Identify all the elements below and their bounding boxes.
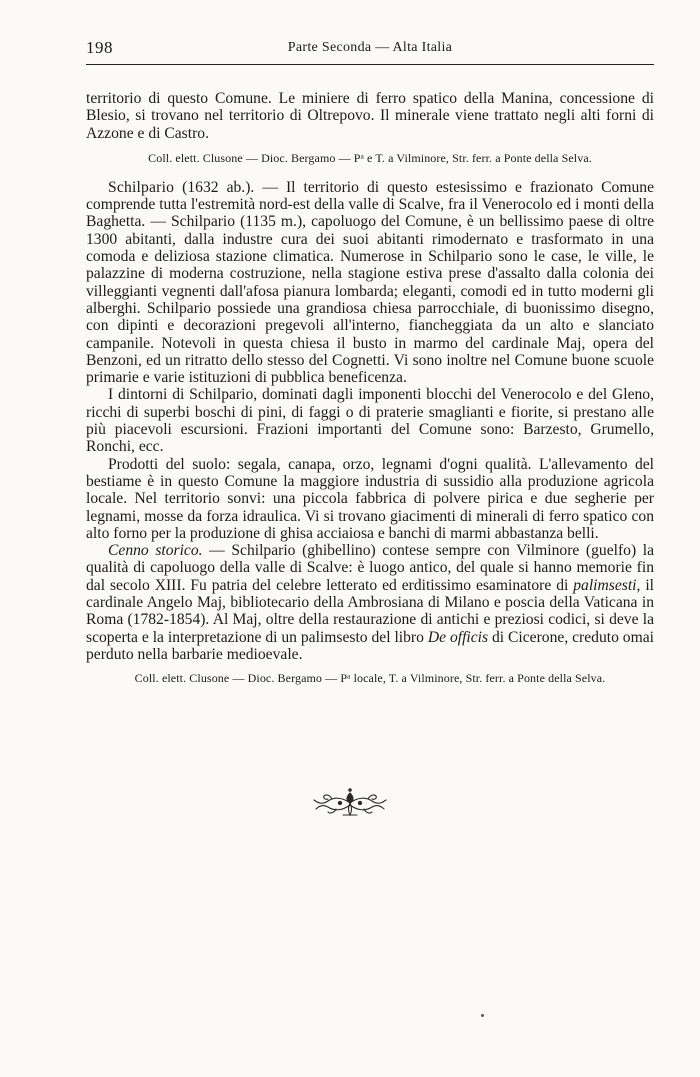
body-text	[86, 90, 654, 699]
schilpario-paragraph-2: I dintorni di Schilpario, dominati dagli imponenti blocchi del Venerocolo e del Gleno, ricchi di superbi boschi di pini, di faggi o di praterie smaglianti e fiorite, si prestano alle più piacevoli escursioni. Frazioni importanti del Comune sono: Barzesto, Grumello, Ronchi, ecc.	[86, 386, 654, 456]
page-number: 198	[86, 38, 113, 57]
schilpario-text-4b: , il cardinale Angelo Maj, bibliotecario della Ambrosiana di Milano e poscia della Vaticana in Roma (1782-1854). Al Maj, oltre della restaurazione di antichi e preziosi codici, si deve la scoperta e la interpretazione di un palimsesto del libro	[86, 576, 654, 646]
entry-population: (1632 ab.).	[182, 178, 255, 196]
cenno-storico-heading: Cenno storico.	[108, 542, 203, 560]
palimsesti-term: palimsesti	[573, 576, 637, 594]
schilpario-text-1: — Il territorio di questo estesissimo e frazionato Comune comprende tutta l'estremità nord-est della valle di Scalve, fra il Venerocolo ed i monti della Baghetta. — Schilpario (1135 m.), capoluogo del Comune, è un bellissimo paese di oltre 1300 abitanti, dalla industre cura dei suoi abitanti rimodernato e trasformato in una comoda e deliziosa stazione climatica. Numerose in Schilpario sono le case, le ville, le palazzine di moderna costruzione, nella stagione estiva prese d'assalto dalla colonia dei villeggianti vegnenti dall'afosa pianura lombarda; eleganti, comodi ed in tutto moderni gli alberghi. Schilpario possiede una grandiosa chiesa parrocchiale, di buonissimo disegno, con dipinti e decorazioni pregevoli all'interno, fiancheggiata da un alto e slanciato campanile. Notevoli in questa chiesa il busto in marmo del cardinale Maj, opera del Benzoni, ed un ritratto dello stesso del Cognetti. Vi sono inoltre nel Comune buone scuole primarie e varie istituzioni di pubblica beneficenza.	[86, 178, 654, 387]
schilpario-paragraph-1	[86, 179, 654, 387]
floral-vignette-icon	[310, 787, 390, 819]
schilpario-text-4a: — Schilpario (ghibellino) contese sempre con Vilminore (guelfo) la qualità di capoluogo della valle di Scalve: è luogo antico, del quale si hanno memorie fin dal secolo XIII. Fu patria del celebre letterato ed erditissimo esaminatore di	[86, 542, 654, 594]
header-rule	[86, 64, 654, 65]
de-officis-title: De officis	[427, 628, 489, 646]
schilpario-text-4c: di Cicerone, creduto omai perduto nella barbarie medioevale.	[86, 628, 654, 663]
intro-admin-note: Coll. elett. Clusone — Dioc. Bergamo — Pᵃ e T. a Vilminore, Str. ferr. a Ponte della Selva.	[148, 150, 592, 165]
schilpario-paragraph-4	[86, 542, 654, 663]
schilpario-paragraph-3: Prodotti del suolo: segala, canapa, orzo, legnami d'ogni qualità. L'allevamento del bestiame è in questo Comune la maggiore industria di sussidio alla produzione agricola locale. Nel territorio sonvi: una piccola fabbrica di polvere pirica e due segherie per legnami, mosse da forza idraulica. Vi si trovano giacimenti di minerali di ferro spatico con alto forno per la produzione di ghisa acciaiosa e banchi di marmi abbastanza belli.	[86, 455, 654, 542]
paper-speck	[481, 1014, 484, 1017]
intro-paragraph: territorio di questo Comune. Le miniere di ferro spatico della Manina, concessione di Blesio, si trovano nel territorio di Oltrepovo. Il minerale viene trattato negli alti forni di Azzone e di Castro.	[86, 90, 654, 142]
entry-heading-schilpario: Schilpario	[108, 178, 175, 196]
schilpario-admin-note: Coll. elett. Clusone — Dioc. Bergamo — Pᵃ locale, T. a Vilminore, Str. ferr. a Ponte della Selva.	[134, 671, 606, 686]
running-head	[86, 38, 654, 60]
running-title: Parte Seconda — Alta Italia	[287, 40, 453, 55]
